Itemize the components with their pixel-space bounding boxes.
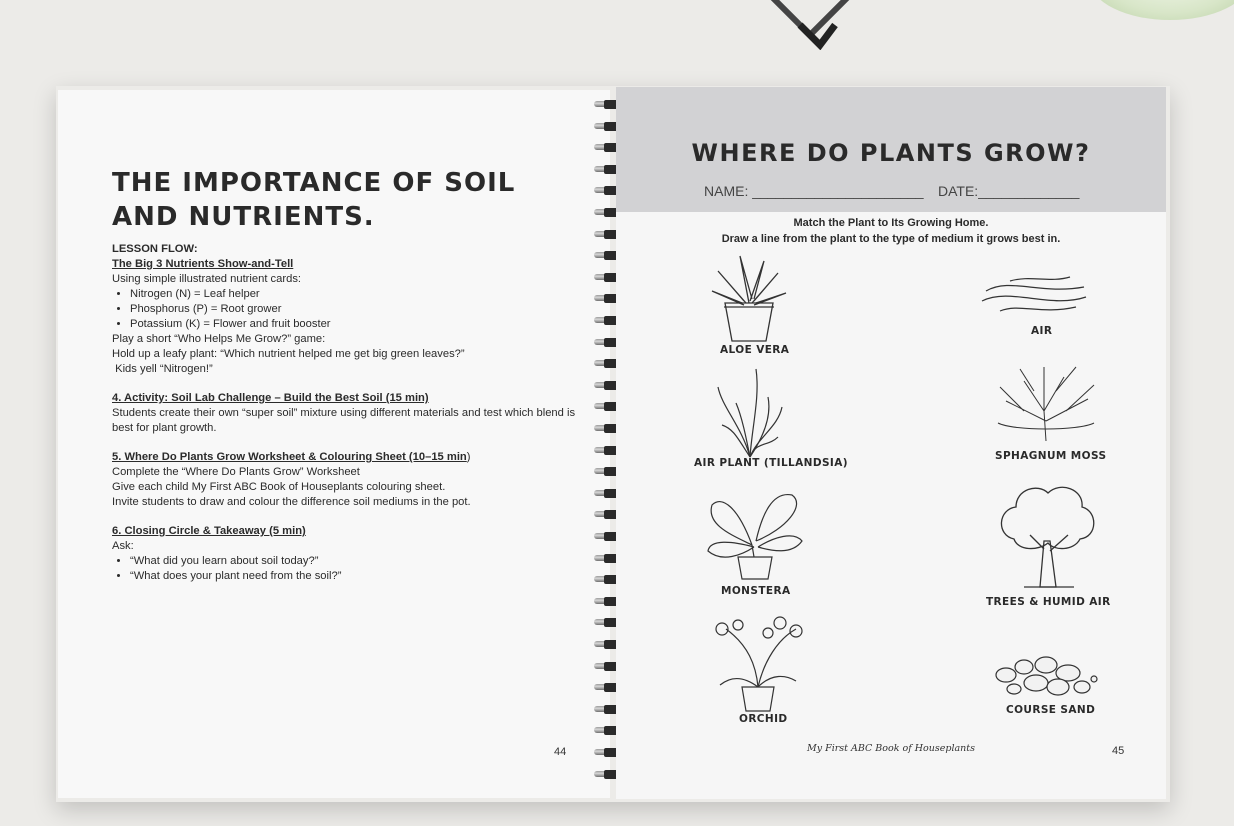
nutrient-list [112, 287, 582, 332]
tree-illustration [994, 479, 1100, 589]
right-page [616, 87, 1166, 799]
section-text: Play a short “Who Helps Me Grow?” game: [112, 333, 326, 345]
list-item: • “What did you learn about soil today?” [130, 554, 582, 569]
page-number: 45 [1112, 745, 1125, 757]
date-field[interactable]: DATE:_____________ [938, 183, 1080, 199]
eyeglasses-icon [740, 0, 880, 50]
section-text: Kids yell “Nitrogen!” [112, 363, 213, 375]
plant-label: ALOE VERA [720, 344, 790, 356]
section-text: Invite students to draw and colour the difference soil mediums in the pot. [112, 496, 471, 508]
list-item: • “What does your plant need from the soil?” [130, 569, 582, 584]
instruction-line: Match the Plant to Its Growing Home. [793, 217, 989, 229]
instruction-line: Draw a line from the plant to the type of medium it grows best in. [721, 233, 1061, 245]
section-text: Hold up a leafy plant: “Which nutrient helped me get big green leaves?” [112, 348, 465, 360]
lesson-flow [112, 242, 582, 584]
section-heading: The Big 3 Nutrients Show-and-Tell [112, 258, 294, 270]
page-title: THE IMPORTANCE OF SOIL AND NUTRIENTS. [112, 168, 516, 232]
section-heading: 6. Closing Circle & Takeaway (5 min) [112, 525, 306, 537]
list-item: • Phosphorus (P) = Root grower [130, 302, 582, 317]
medium-label: SPHAGNUM MOSS [995, 450, 1107, 462]
cup-decoration [1090, 0, 1234, 20]
list-item: • Potassium (K) = Flower and fruit booster [130, 317, 582, 332]
left-page [58, 90, 610, 798]
section-heading: 4. Activity: Soil Lab Challenge – Build the Best Soil (15 min) [112, 392, 429, 404]
orchid-illustration [708, 615, 804, 713]
section-text: Complete the “Where Do Plants Grow” Worksheet [112, 466, 360, 478]
section-text: Ask: [112, 540, 134, 552]
lesson-flow-label: LESSON FLOW: [112, 243, 198, 255]
medium-label: TREES & HUMID AIR [986, 596, 1111, 608]
section-text: Give each child My First ABC Book of Houseplants colouring sheet. [112, 481, 446, 493]
sand-rocks-illustration [992, 653, 1102, 701]
section-heading: 5. Where Do Plants Grow Worksheet & Colouring Sheet (10–15 min [112, 451, 467, 463]
page-number: 44 [554, 746, 567, 758]
heading-tail: ) [466, 451, 471, 463]
air-waves-illustration [980, 273, 1090, 319]
book-footer: My First ABC Book of Houseplants [807, 743, 975, 754]
medium-label: COURSE SAND [1006, 704, 1096, 716]
plant-label: ORCHID [739, 713, 788, 725]
plant-label: MONSTERA [721, 585, 791, 597]
worksheet-title: WHERE DO PLANTS GROW? [691, 139, 1091, 167]
question-list [112, 554, 582, 584]
aloe-vera-illustration [710, 251, 788, 343]
name-field[interactable]: NAME: ______________________ [704, 183, 924, 199]
section-text: Students create their own “super soil” mixture using different materials and test which blend is best for plant growth. [112, 407, 576, 434]
section-text: Using simple illustrated nutrient cards: [112, 273, 302, 285]
medium-label: AIR [1031, 325, 1053, 337]
air-plant-illustration [712, 367, 788, 459]
plant-label: AIR PLANT (TILLANDSIA) [694, 457, 848, 469]
monstera-illustration [702, 485, 806, 581]
instructions [616, 215, 1166, 247]
list-item: • Nitrogen (N) = Leaf helper [130, 287, 582, 302]
sphagnum-moss-illustration [994, 361, 1098, 445]
